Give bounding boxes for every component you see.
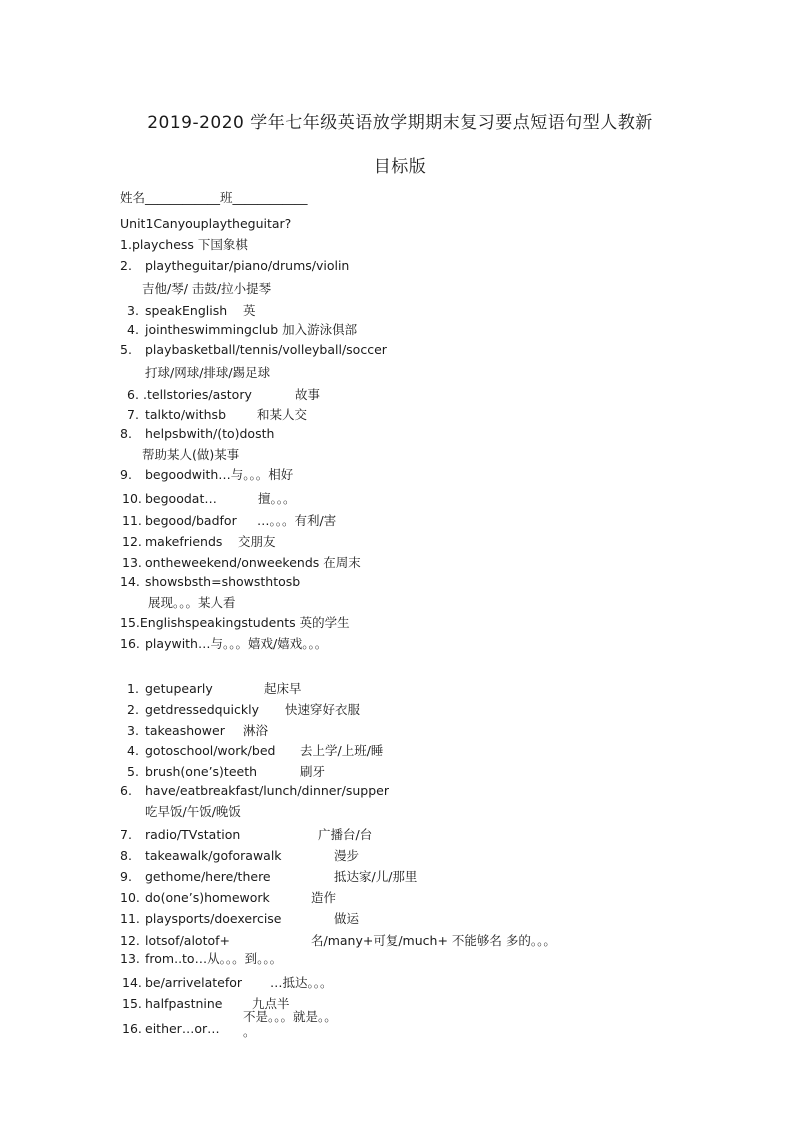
list-item-chinese: 展现。。。某人看 — [148, 595, 236, 610]
list-item-english: playtheguitar/piano/drums/violin — [145, 258, 350, 273]
list-item-chinese: 吃早饭/午饭/晚饭 — [145, 804, 241, 819]
list-item-number: 10. — [122, 491, 142, 506]
list-item-english: do(one’s)homework — [145, 890, 270, 905]
list-item-chinese: 去上学/上班/睡 — [300, 743, 384, 758]
list-item-english: takeashower — [145, 723, 225, 738]
list-item-number: 15. — [122, 996, 142, 1011]
list-item-chinese: …。。。有利/害 — [257, 513, 337, 528]
list-item-number: 4. — [127, 743, 139, 758]
list-item-number: 7. — [127, 407, 139, 422]
list-item-number: 13. — [122, 555, 142, 570]
list-item: 1.playchess 下国象棋 — [120, 237, 248, 252]
list-item-chinese: …抵达。。。 — [270, 975, 333, 990]
list-item-english: have/eatbreakfast/lunch/dinner/supper — [145, 783, 389, 798]
list-item-number: 10. — [120, 890, 140, 905]
list-item-chinese: 英 — [243, 303, 256, 318]
list-item-english: playbasketball/tennis/volleyball/soccer — [145, 342, 387, 357]
list-item-number: 16. — [120, 636, 140, 651]
list-item-english: begood/badfor — [145, 513, 237, 528]
list-item-number: 5. — [120, 342, 132, 357]
list-item-number: 12. — [120, 933, 140, 948]
list-item-number: 11. — [122, 513, 142, 528]
list-item-english: halfpastnine — [145, 996, 223, 1011]
list-item-chinese: 漫步 — [334, 848, 360, 863]
list-item-english: begoodat… — [145, 491, 217, 506]
list-item-chinese: 九点半 — [252, 996, 290, 1011]
list-item-number: 2. — [120, 258, 132, 273]
list-item-chinese: 造作 — [311, 890, 337, 905]
list-item-number: 9. — [120, 869, 132, 884]
list-item-english: getupearly — [145, 681, 213, 696]
list-item-english: gotoschool/work/bed — [145, 743, 276, 758]
list-item-english: talkto/withsb — [145, 407, 226, 422]
list-item-english: makefriends — [145, 534, 223, 549]
list-item-chinese: 。 — [243, 1024, 256, 1039]
list-item-chinese: 起床早 — [264, 681, 302, 696]
list-item-english: be/arrivelatefor — [145, 975, 243, 990]
list-item-number: 8. — [120, 426, 132, 441]
list-item-number: 7. — [120, 827, 132, 842]
list-item-chinese: 淋浴 — [243, 723, 269, 738]
list-item-chinese: 不是。。。就是。。 — [243, 1009, 337, 1024]
list-item-english: speakEnglish — [145, 303, 228, 318]
list-item-number: 2. — [127, 702, 139, 717]
list-item-english: ontheweekend/onweekends 在周末 — [145, 555, 361, 570]
list-item-number: 13. — [120, 951, 140, 966]
list-item-number: 12. — [122, 534, 142, 549]
list-item-number: 6. — [127, 387, 139, 402]
list-item-english: from..to…从。。。到。。。 — [145, 951, 283, 966]
list-item-number: 16. — [122, 1021, 142, 1036]
list-item-chinese: 吉他/琴/ 击鼓/拉小提琴 — [142, 281, 272, 296]
list-item-chinese: 帮助某人(做)某事 — [142, 447, 240, 462]
list-item-english: takeawalk/goforawalk — [145, 848, 282, 863]
list-item-number: 5. — [127, 764, 139, 779]
list-item-number: 9. — [120, 467, 132, 482]
list-item-chinese: 抵达家/儿/那里 — [334, 869, 418, 884]
list-item-chinese: 擅。。。 — [258, 491, 296, 506]
list-item-chinese: 做运 — [334, 911, 360, 926]
list-item-number: 1. — [127, 681, 139, 696]
list-item-chinese: 和某人交 — [257, 407, 308, 422]
list-item-number: 14. — [122, 975, 142, 990]
list-item-english: brush(one’s)teeth — [145, 764, 258, 779]
list-item-number: 6. — [120, 783, 132, 798]
list-item-number: 11. — [120, 911, 140, 926]
unit1-heading: Unit1Canyouplaytheguitar? — [120, 216, 292, 231]
list-item-english: helpsbwith/(to)dosth — [145, 426, 275, 441]
list-item-english: jointheswimmingclub 加入游泳俱部 — [145, 322, 358, 337]
list-item-chinese: 打球/网球/排球/踢足球 — [145, 365, 271, 380]
list-item-english: playsports/doexercise — [145, 911, 282, 926]
list-item-number: 14. — [120, 574, 140, 589]
list-item-number: 3. — [127, 723, 139, 738]
list-item-english: showsbsth=showsthtosb — [145, 574, 301, 589]
list-item-english: getdressedquickly — [145, 702, 259, 717]
list-item-chinese: 名/many+可复/much+ 不能够名 多的。。。 — [311, 933, 556, 948]
list-item-chinese: 广播台/台 — [318, 827, 373, 842]
list-item-english: either…or… — [145, 1021, 220, 1036]
list-item-number: 3. — [127, 303, 139, 318]
name-class-line: 姓名____________班____________ — [120, 190, 308, 205]
list-item-english: lotsof/alotof+ — [145, 933, 230, 948]
document-title-line1: 2019-2020 学年七年级英语放学期期末复习要点短语句型人教新 — [147, 113, 653, 133]
list-item-english: playwith…与。。。嬉戏/嬉戏。。。 — [145, 636, 328, 651]
list-item-chinese: 刷牙 — [300, 764, 326, 779]
list-item-english: radio/TVstation — [145, 827, 241, 842]
document-title-line2: 目标版 — [373, 157, 427, 177]
list-item: 15.Englishspeakingstudents 英的学生 — [120, 615, 350, 630]
list-item-chinese: 故事 — [295, 387, 321, 402]
list-item-number: 4. — [127, 322, 139, 337]
list-item-english: begoodwith…与。。。相好 — [145, 467, 294, 482]
list-item-number: 8. — [120, 848, 132, 863]
list-item-english: .tellstories/astory — [143, 387, 252, 402]
list-item-english: gethome/here/there — [145, 869, 271, 884]
list-item-chinese: 快速穿好衣服 — [285, 702, 361, 717]
list-item-chinese: 交朋友 — [238, 534, 276, 549]
